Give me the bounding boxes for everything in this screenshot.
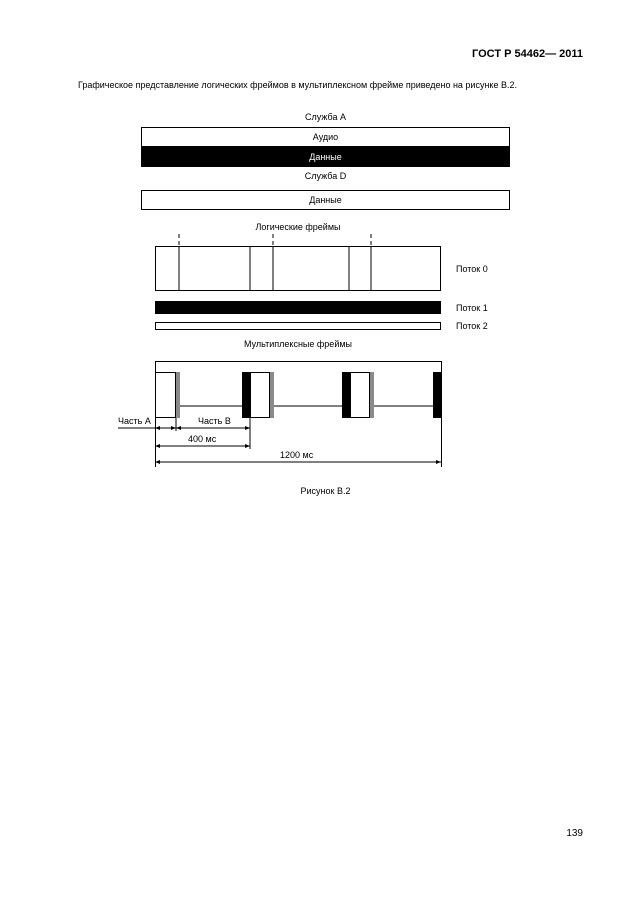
logical-frames-title: Логические фреймы [255,222,341,232]
part-a-label: Часть А [118,416,151,426]
dim-1200-label: 1200 мс [280,450,314,460]
service-a-title: Служба А [305,112,346,122]
intro-paragraph: Графическое представление логических фреймов в мультиплексном фрейме приведено на рисунке В.2. [78,80,517,90]
dim-400-label: 400 мс [188,434,217,444]
page-number: 139 [566,828,583,839]
mux-frame-3-dark [342,372,350,418]
figure-caption: Рисунок В.2 [300,486,351,496]
stream-1-bar [155,301,441,314]
multiplex-frames-title: Мультиплексные фреймы [244,339,352,349]
mux-frame-2-dark [242,372,250,418]
stream-0-box [156,247,441,291]
service-d-title: Служба D [304,171,347,181]
mux-frame-3-shadow [370,372,374,418]
mux-frame-2-part-a [251,373,270,418]
part-b-arrow-left [176,426,181,430]
mux-frame-3-part-a [351,373,370,418]
part-b-arrow-right [245,426,250,430]
stream-2-bar [156,323,441,330]
stream-1-label: Поток 1 [456,303,488,313]
part-b-label: Часть В [198,416,231,426]
document-header: ГОСТ Р 54462— 2011 [472,48,583,60]
mux-frame-1-part-a [156,373,176,418]
stream-0-label: Поток 0 [456,264,488,274]
data-label-a: Данные [309,152,342,162]
audio-label: Аудио [312,132,339,142]
dim-400-arrow-right [245,444,250,448]
mux-frame-2-shadow [270,372,274,418]
dim-1200-arrow-right [436,460,441,464]
data-label-d: Данные [309,195,342,205]
mux-frame-4-dark [433,372,441,418]
mux-frame-1-shadow [176,372,180,418]
stream-2-label: Поток 2 [456,321,488,331]
part-a-arrow-right [171,426,176,430]
